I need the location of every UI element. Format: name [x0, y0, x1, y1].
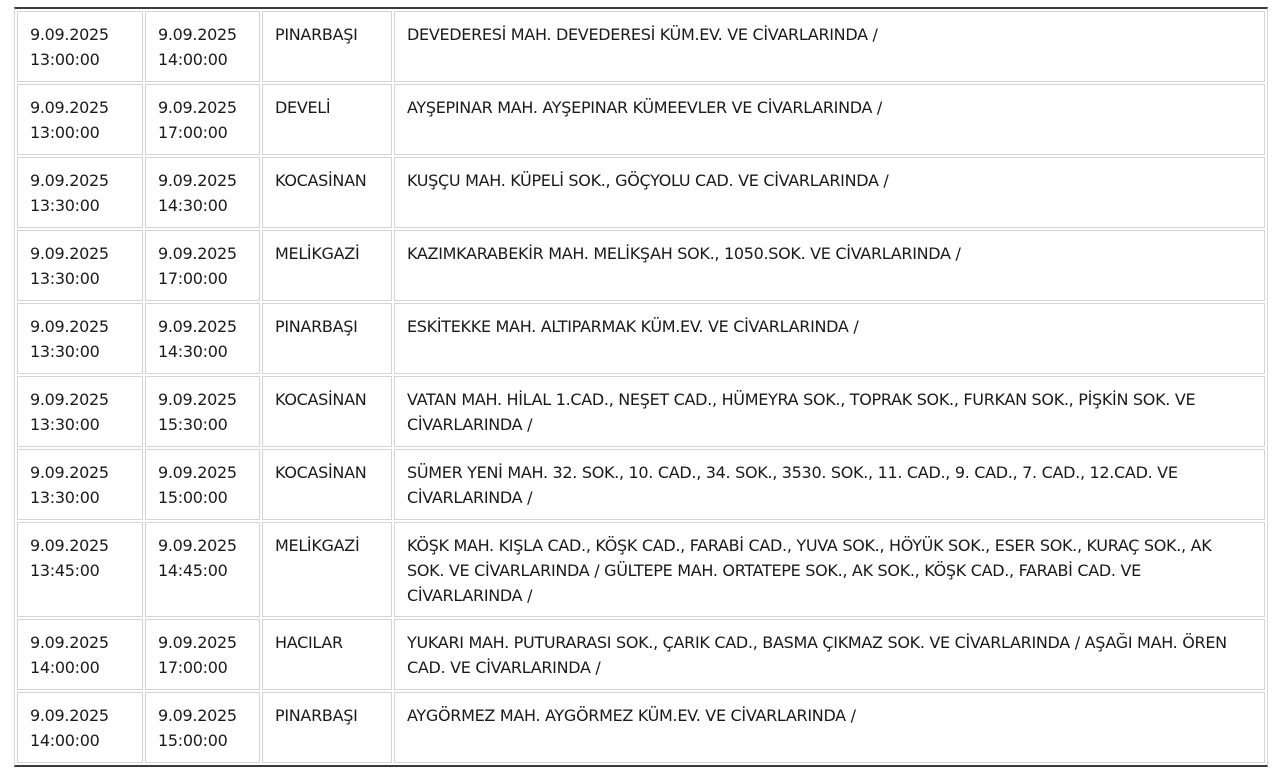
- outage-table-body: [17, 11, 1265, 763]
- end-cell: [145, 84, 260, 155]
- table-row: [17, 230, 1265, 301]
- end-time: 14:30:00: [158, 196, 228, 215]
- start-date: 9.09.2025: [30, 317, 109, 336]
- end-time: 15:00:00: [158, 731, 228, 750]
- end-time: 17:00:00: [158, 123, 228, 142]
- district-cell: PINARBAŞI: [262, 692, 392, 763]
- address-cell: YUKARI MAH. PUTURARASI SOK., ÇARIK CAD., BASMA ÇIKMAZ SOK. VE CİVARLARINDA / AŞAĞI MAH. ÖREN CAD. VE CİVARLARINDA /: [394, 619, 1265, 690]
- table-row: [17, 522, 1265, 617]
- start-date: 9.09.2025: [30, 98, 109, 117]
- address-cell: KÖŞK MAH. KIŞLA CAD., KÖŞK CAD., FARABİ CAD., YUVA SOK., HÖYÜK SOK., ESER SOK., KURAÇ SOK., AK SOK. VE CİVARLARINDA / GÜLTEPE MAH. ORTATEPE SOK., AK SOK., KÖŞK CAD., FARABİ CAD. VE CİVARLARINDA /: [394, 522, 1265, 617]
- start-cell: [17, 619, 143, 690]
- start-cell: [17, 230, 143, 301]
- address-cell: AYŞEPINAR MAH. AYŞEPINAR KÜMEEVLER VE CİVARLARINDA /: [394, 84, 1265, 155]
- start-cell: [17, 376, 143, 447]
- end-cell: [145, 11, 260, 82]
- district-cell: MELİKGAZİ: [262, 230, 392, 301]
- district-cell: KOCASİNAN: [262, 376, 392, 447]
- start-time: 13:00:00: [30, 123, 100, 142]
- end-cell: [145, 449, 260, 520]
- end-cell: [145, 619, 260, 690]
- start-cell: [17, 11, 143, 82]
- end-time: 14:00:00: [158, 50, 228, 69]
- outage-table-container: [14, 7, 1268, 767]
- start-date: 9.09.2025: [30, 25, 109, 44]
- start-cell: [17, 522, 143, 617]
- district-cell: MELİKGAZİ: [262, 522, 392, 617]
- end-time: 15:00:00: [158, 488, 228, 507]
- table-row: [17, 84, 1265, 155]
- table-row: [17, 303, 1265, 374]
- end-cell: [145, 157, 260, 228]
- start-date: 9.09.2025: [30, 244, 109, 263]
- start-date: 9.09.2025: [30, 706, 109, 725]
- start-date: 9.09.2025: [30, 463, 109, 482]
- district-cell: PINARBAŞI: [262, 11, 392, 82]
- address-cell: VATAN MAH. HİLAL 1.CAD., NEŞET CAD., HÜMEYRA SOK., TOPRAK SOK., FURKAN SOK., PİŞKİN SOK. VE CİVARLARINDA /: [394, 376, 1265, 447]
- start-time: 13:45:00: [30, 561, 100, 580]
- start-time: 13:30:00: [30, 488, 100, 507]
- end-date: 9.09.2025: [158, 390, 237, 409]
- start-cell: [17, 157, 143, 228]
- address-cell: AYGÖRMEZ MAH. AYGÖRMEZ KÜM.EV. VE CİVARLARINDA /: [394, 692, 1265, 763]
- start-cell: [17, 303, 143, 374]
- table-row: [17, 449, 1265, 520]
- table-row: [17, 692, 1265, 763]
- address-cell: SÜMER YENİ MAH. 32. SOK., 10. CAD., 34. SOK., 3530. SOK., 11. CAD., 9. CAD., 7. CAD., 12.CAD. VE CİVARLARINDA /: [394, 449, 1265, 520]
- end-date: 9.09.2025: [158, 244, 237, 263]
- end-cell: [145, 522, 260, 617]
- start-cell: [17, 449, 143, 520]
- start-time: 13:30:00: [30, 196, 100, 215]
- end-cell: [145, 692, 260, 763]
- table-row: [17, 11, 1265, 82]
- start-time: 13:00:00: [30, 50, 100, 69]
- district-cell: HACILAR: [262, 619, 392, 690]
- end-cell: [145, 230, 260, 301]
- table-row: [17, 619, 1265, 690]
- end-time: 17:00:00: [158, 658, 228, 677]
- address-cell: KAZIMKARABEKİR MAH. MELİKŞAH SOK., 1050.SOK. VE CİVARLARINDA /: [394, 230, 1265, 301]
- outage-table: [14, 7, 1268, 767]
- end-date: 9.09.2025: [158, 706, 237, 725]
- end-date: 9.09.2025: [158, 633, 237, 652]
- end-date: 9.09.2025: [158, 463, 237, 482]
- end-cell: [145, 376, 260, 447]
- end-time: 17:00:00: [158, 269, 228, 288]
- start-date: 9.09.2025: [30, 390, 109, 409]
- district-cell: KOCASİNAN: [262, 449, 392, 520]
- address-cell: KUŞÇU MAH. KÜPELİ SOK., GÖÇYOLU CAD. VE CİVARLARINDA /: [394, 157, 1265, 228]
- start-cell: [17, 84, 143, 155]
- start-date: 9.09.2025: [30, 171, 109, 190]
- end-time: 15:30:00: [158, 415, 228, 434]
- end-time: 14:30:00: [158, 342, 228, 361]
- end-cell: [145, 303, 260, 374]
- start-date: 9.09.2025: [30, 536, 109, 555]
- end-date: 9.09.2025: [158, 317, 237, 336]
- district-cell: KOCASİNAN: [262, 157, 392, 228]
- start-time: 14:00:00: [30, 658, 100, 677]
- district-cell: PINARBAŞI: [262, 303, 392, 374]
- end-date: 9.09.2025: [158, 98, 237, 117]
- table-row: [17, 376, 1265, 447]
- start-time: 13:30:00: [30, 342, 100, 361]
- start-date: 9.09.2025: [30, 633, 109, 652]
- start-time: 13:30:00: [30, 269, 100, 288]
- start-time: 14:00:00: [30, 731, 100, 750]
- table-row: [17, 157, 1265, 228]
- end-time: 14:45:00: [158, 561, 228, 580]
- start-time: 13:30:00: [30, 415, 100, 434]
- end-date: 9.09.2025: [158, 171, 237, 190]
- address-cell: ESKİTEKKE MAH. ALTIPARMAK KÜM.EV. VE CİVARLARINDA /: [394, 303, 1265, 374]
- start-cell: [17, 692, 143, 763]
- district-cell: DEVELİ: [262, 84, 392, 155]
- end-date: 9.09.2025: [158, 25, 237, 44]
- end-date: 9.09.2025: [158, 536, 237, 555]
- address-cell: DEVEDERESİ MAH. DEVEDERESİ KÜM.EV. VE CİVARLARINDA /: [394, 11, 1265, 82]
